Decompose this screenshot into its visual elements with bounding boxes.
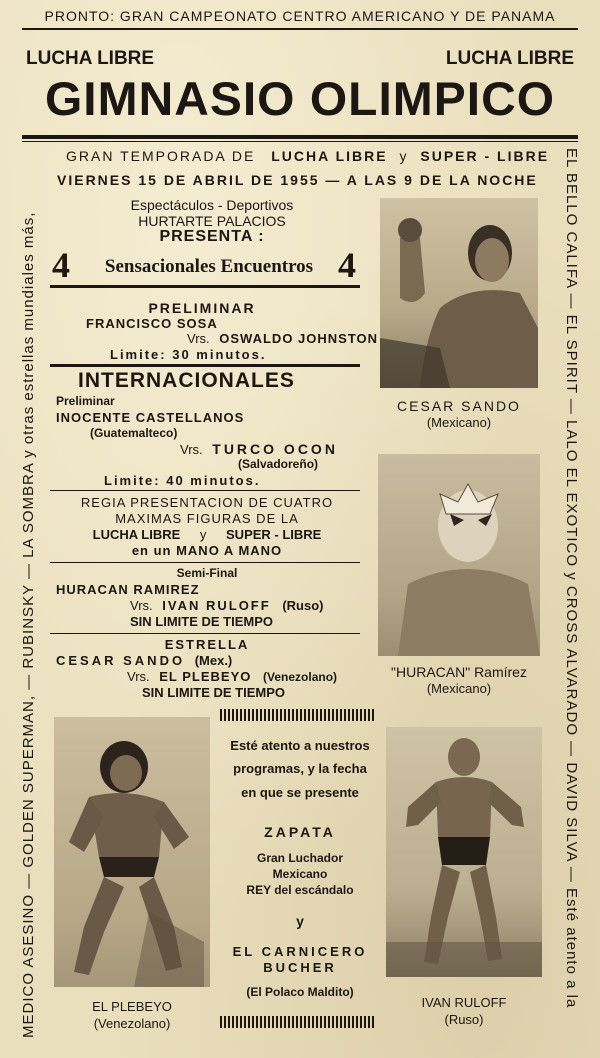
preliminar-divider: [50, 364, 360, 367]
preliminar-vs: Vrs.: [187, 331, 210, 346]
intl-limit: Limite: 40 minutos.: [104, 473, 261, 488]
ivan-ruloff-country: (Ruso): [444, 1012, 484, 1027]
event-date: VIERNES 15 DE ABRIL DE 1955 — A LAS 9 DE LA NOCHE: [57, 172, 538, 188]
announce-carnicero: EL CARNICERO: [232, 944, 368, 959]
lucha-libre-left: LUCHA LIBRE: [26, 48, 155, 69]
huracan-figure: [378, 454, 540, 656]
semifinal-limit: SIN LIMITE DE TIEMPO: [130, 614, 274, 629]
promoter-line-2: HURTARTE PALACIOS: [138, 213, 286, 229]
el-plebeyo-figure: [54, 717, 210, 987]
regia-super: SUPER - LIBRE: [226, 527, 322, 542]
estrella-vs-line: [127, 669, 337, 684]
huracan-photo: [378, 454, 540, 656]
huracan-country: (Mexicano): [426, 681, 492, 696]
cesar-sando-country: (Mexicano): [426, 415, 492, 430]
header-divider: [22, 28, 578, 30]
regia-line-1: REGIA PRESENTACION DE CUATRO: [80, 495, 334, 510]
regia-y: y: [199, 527, 207, 542]
season-line: [66, 148, 549, 164]
semifinal-vs-line: [130, 598, 323, 613]
presents-label: PRESENTA :: [159, 228, 265, 245]
regia-line-4: en un MANO A MANO: [131, 543, 283, 558]
preliminar-fighter-2: OSWALDO JOHNSTON: [219, 331, 379, 346]
cesar-sando-photo: [380, 198, 538, 388]
lucha-libre-right: LUCHA LIBRE: [445, 48, 574, 69]
el-plebeyo-country: (Venezolano): [93, 1016, 171, 1031]
ivan-ruloff-photo: [386, 727, 542, 977]
season-super: SUPER - LIBRE: [420, 148, 550, 164]
venue-title: GIMNASIO OLIMPICO: [44, 72, 556, 125]
announce-desc-3: REY del escándalo: [246, 883, 354, 897]
intl-fighter-2: TURCO OCON: [212, 441, 338, 457]
title-underline-thin: [22, 141, 578, 142]
semifinal-title: Semi-Final: [176, 566, 238, 580]
intl-divider: [50, 490, 360, 491]
announce-desc-1: Gran Luchador: [256, 851, 343, 865]
cesar-sando-caption: CESAR SANDO: [397, 398, 521, 414]
intl-fighter-1-country: (Guatemalteco): [90, 426, 178, 440]
intl-fighter-2-country: (Salvadoreño): [238, 457, 319, 471]
estrella-title: ESTRELLA: [164, 637, 250, 652]
semifinal-fighter-2: IVAN RULOFF: [162, 598, 271, 613]
semifinal-fighter-1: HURACAN RAMIREZ: [56, 582, 200, 597]
intl-fighter-1: INOCENTE CASTELLANOS: [56, 410, 245, 425]
estrella-fighter-1-line: [56, 653, 232, 668]
estrella-fighter-1-country: (Mex.): [194, 653, 233, 668]
season-lucha: LUCHA LIBRE: [271, 148, 388, 164]
announce-polaco: (El Polaco Maldito): [246, 985, 354, 999]
regia-lucha: LUCHA LIBRE: [92, 527, 181, 542]
count-left: 4: [52, 245, 70, 285]
ivan-ruloff-caption: IVAN RULOFF: [421, 995, 507, 1010]
ornament-rule-top: [220, 709, 376, 721]
preliminar-fighter-1: FRANCISCO SOSA: [86, 316, 218, 331]
estrella-limit: SIN LIMITE DE TIEMPO: [142, 685, 286, 700]
internacionales-sub: Preliminar: [56, 394, 115, 408]
regia-line-3: [52, 527, 362, 542]
cesar-sando-figure: [380, 198, 538, 388]
intl-vs: Vrs.: [180, 442, 203, 457]
huracan-caption: "HURACAN" Ramírez: [391, 664, 527, 680]
semifinal-fighter-2-country: (Ruso): [282, 598, 324, 613]
count-right: 4: [338, 245, 356, 285]
intl-vs-line: [180, 441, 338, 457]
encounters-label: Sensacionales Encuentros: [104, 256, 314, 277]
estrella-fighter-1: CESAR SANDO: [56, 653, 186, 668]
semifinal-vs: Vrs.: [130, 598, 153, 613]
estrella-fighter-2-country: (Venezolano): [263, 670, 338, 684]
announce-and: y: [296, 913, 304, 929]
ivan-ruloff-figure: [386, 727, 542, 977]
el-plebeyo-caption: EL PLEBEYO: [92, 999, 172, 1014]
internacionales-title: INTERNACIONALES: [78, 369, 295, 392]
ornament-rule-bottom: [220, 1016, 376, 1028]
encounters-underline: [50, 285, 360, 288]
announce-line-2: programas, y la fecha: [233, 761, 367, 776]
announce-zapata: ZAPATA: [264, 824, 336, 840]
regia-divider: [50, 562, 360, 563]
semifinal-divider: [50, 633, 360, 634]
announce-line-3: en que se presente: [241, 785, 359, 800]
announce-desc-2: Mexicano: [272, 867, 328, 881]
el-plebeyo-photo: [54, 717, 210, 987]
announce-line-1: Esté atento a nuestros: [230, 738, 370, 753]
estrella-vs: Vrs.: [127, 669, 150, 684]
preliminar-limit: Limite: 30 minutos.: [110, 347, 267, 362]
season-y: y: [399, 148, 409, 164]
estrella-fighter-2: EL PLEBEYO: [159, 669, 252, 684]
top-announcement: PRONTO: GRAN CAMPEONATO CENTRO AMERICANO Y DE PANAMA: [44, 8, 556, 24]
title-underline: [22, 135, 578, 139]
regia-line-2: MAXIMAS FIGURAS DE LA: [115, 511, 299, 526]
preliminar-vs-line: [187, 331, 378, 346]
preliminar-title: PRELIMINAR: [148, 300, 256, 316]
season-label: GRAN TEMPORADA DE: [66, 148, 256, 164]
left-side-roster: MEDICO ASESINO — GOLDEN SUPERMAN, — RUBINSKY — LA SOMBRA y otras estrellas mundiales más,: [20, 211, 37, 1038]
announce-bucher: BUCHER: [263, 960, 337, 975]
right-side-roster: EL BELLO CALIFA — EL SPIRIT — LALO EL EXOTICO y CROSS ALVARADO — DAVID SILVA — Esté atento a la: [563, 148, 580, 1009]
promoter-line-1: Espectáculos - Deportivos: [130, 197, 294, 213]
